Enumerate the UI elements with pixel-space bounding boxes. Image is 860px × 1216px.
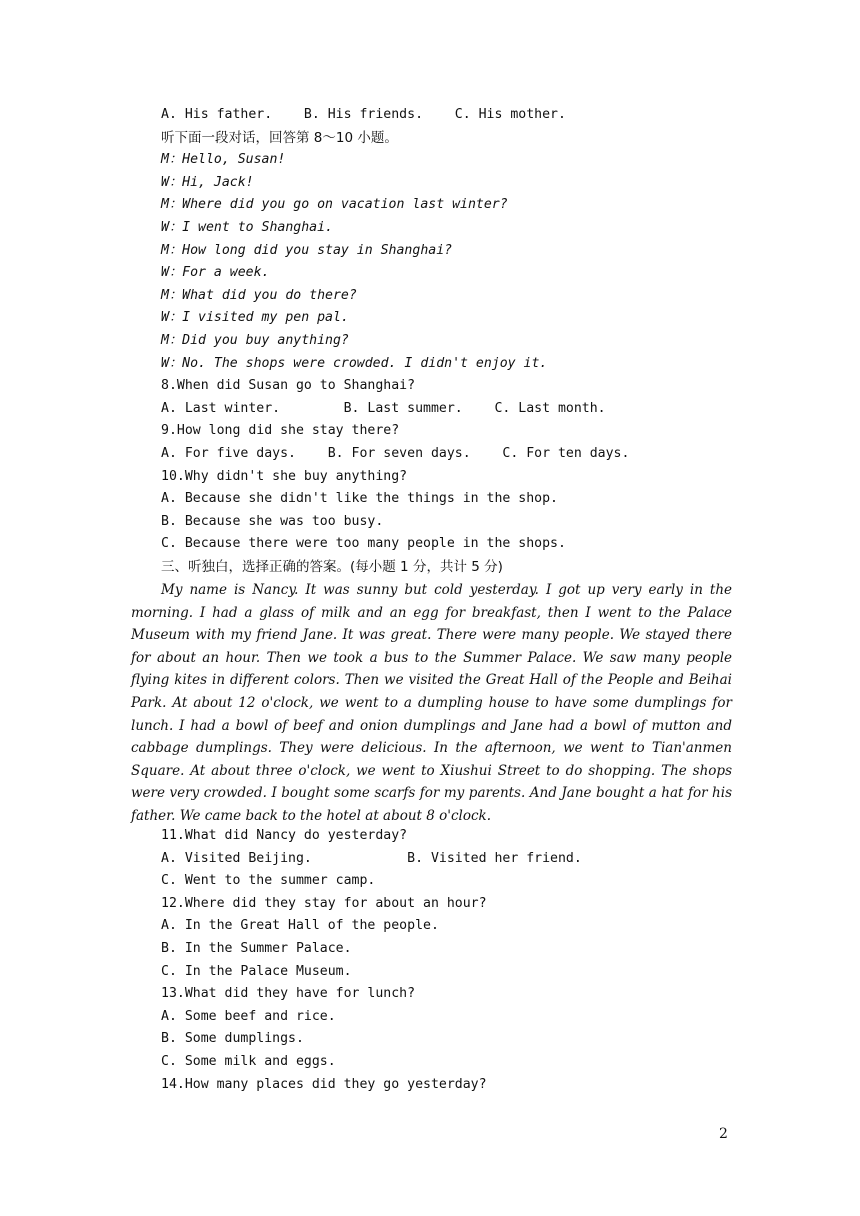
text-line-top-1: 听下面一段对话，回答第 8～10 小题。: [161, 129, 398, 146]
text-line-top-14: 9.How long did she stay there?: [161, 423, 400, 439]
text-line-top-3: W：Hi, Jack!: [161, 174, 254, 190]
text-line-top-13: A. Last winter. B. Last summer. C. Last month.: [161, 400, 606, 416]
text-line-top-5: W：I went to Shanghai.: [161, 220, 333, 235]
text-line-bottom-5: B. In the Summer Palace.: [161, 941, 352, 956]
text-line-top-6: M：How long did you stay in Shanghai?: [161, 242, 453, 258]
text-line-bottom-3: 12.Where did they stay for about an hour?: [161, 895, 487, 911]
text-line-top-10: M：Did you buy anything?: [161, 333, 349, 348]
text-line-top-18: B. Because she was too busy.: [161, 513, 384, 529]
text-line-bottom-1: A. Visited Beijing. B. Visited her friend.: [161, 850, 582, 866]
page-number: 2: [719, 1126, 728, 1142]
text-line-top-9: W：I visited my pen pal.: [161, 310, 349, 326]
text-line-bottom-9: B. Some dumplings.: [161, 1031, 304, 1047]
text-line-top-7: W：For a week.: [161, 265, 270, 281]
text-line-top-2: M：Hello, Susan!: [161, 152, 286, 168]
text-line-bottom-0: 11.What did Nancy do yesterday?: [161, 828, 408, 843]
text-line-top-16: 10.Why didn't she buy anything?: [161, 468, 408, 484]
text-line-top-12: 8.When did Susan go to Shanghai?: [161, 378, 416, 394]
monologue-passage: My name is Nancy. It was sunny but cold yesterday. I got up very early in the morning. I had a glass of milk and an egg for breakfast, then I went to the Palace Museum with my friend Jane. It was great. There were many people. We stayed there for about an hour. Then we took a bus to the Summer Palace. We saw many people flying kites in different colors. Then we visited the Great Hall of the People and Beihai Park. At about 12 o'clock, we went to a dumpling house to have some dumplings for lunch. I had a bowl of beef and onion dumplings and Jane had a bowl of mutton and cabbage dumplings. They were delicious. In the afternoon, we went to Tian'anmen Square. At about three o'clock, we went to Xiushui Street to do shopping. The shops were very crowded. I bought some scarfs for my parents. And Jane bought a hat for his father. We came back to the hotel at about 8 o'clock.: [131, 582, 732, 824]
text-line-top-20: 三、听独白，选择正确的答案。(每小题 1 分，共计 5 分): [161, 559, 503, 575]
text-line-bottom-10: C. Some milk and eggs.: [161, 1054, 336, 1069]
text-line-top-4: M：Where did you go on vacation last winter?: [161, 197, 508, 213]
text-line-bottom-11: 14.How many places did they go yesterday?: [161, 1076, 487, 1092]
text-line-top-19: C. Because there were too many people in the shops.: [161, 536, 566, 552]
text-line-bottom-8: A. Some beef and rice.: [161, 1008, 336, 1024]
text-line-top-17: A. Because she didn't like the things in the shop.: [161, 491, 558, 507]
text-line-bottom-4: A. In the Great Hall of the people.: [161, 918, 439, 934]
text-line-top-8: M：What did you do there?: [161, 287, 357, 303]
text-line-bottom-7: 13.What did they have for lunch?: [161, 986, 416, 1002]
text-line-top-15: A. For five days. B. For seven days. C. For ten days.: [161, 446, 630, 461]
text-line-bottom-6: C. In the Palace Museum.: [161, 963, 352, 979]
text-line-top-11: W：No. The shops were crowded. I didn't enjoy it.: [161, 355, 548, 371]
text-line-bottom-2: C. Went to the summer camp.: [161, 873, 376, 889]
text-line-top-0: A. His father. B. His friends. C. His mother.: [161, 107, 566, 122]
